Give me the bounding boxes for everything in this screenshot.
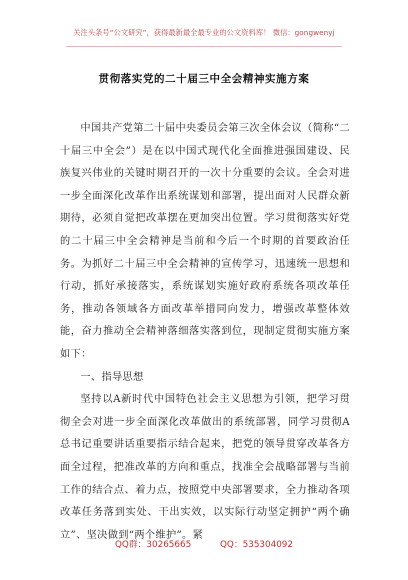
header-notice: 关注头条号“公文研究”，获得最新最全最专业的公文资料库！ 微信：gongwenyj — [73, 28, 335, 37]
footer-qq: QQ：535304092 — [219, 540, 294, 550]
footer-contact — [0, 537, 408, 550]
section-paragraph: 坚持以A新时代中国特色社会主义思想为引领，把学习贯彻全会对进一步全面深化改革做出的系统部署，同学习贯彻A总书记重要讲话重要指示结合起来，把党的领导贯穿改革各方面全过程，把准改革的方向和重点，找准全会战略部署与当前工作的结合点、着力点，按照党中央部署要求，全力推动各项改革任务落到实处、干出实效，以实际行动坚定拥护“两个确立”、坚决做到“两个维护”。紧 — [60, 394, 350, 541]
intro-paragraph: 中国共产党第二十届中央委员会第三次全体会议（简称“二十届三中全会”）是在以中国式现代化全面推进强国建设、民族复兴伟业的关键时期召开的一次十分重要的会议。全会对进一步全面深化改革作出系统谋划和部署，提出面对人民群众新期待，必须自觉把改革摆在更加突出位置。学习贯彻落实好党的二十届三中全会精神是当前和今后一个时期的首要政治任务。为抓好二十届三中全会精神的宣传学习，迅速统一思想和行动，抓好承接落实，系统谋划实施好政府系统各项改革任务，推动各领域各方面改革举措同向发力，增强改革整体效能，奋力推动全会精神落细落实落到位，现制定贯彻实施方案如下： — [60, 123, 350, 360]
document-body — [60, 118, 350, 547]
header-divider — [66, 46, 342, 47]
document-title: 贯彻落实党的二十届三中全会精神实施方案 — [98, 73, 310, 85]
footer-qq-group: QQ群：30265665 — [114, 540, 192, 550]
section-heading: 一、指导思想 — [80, 371, 144, 383]
